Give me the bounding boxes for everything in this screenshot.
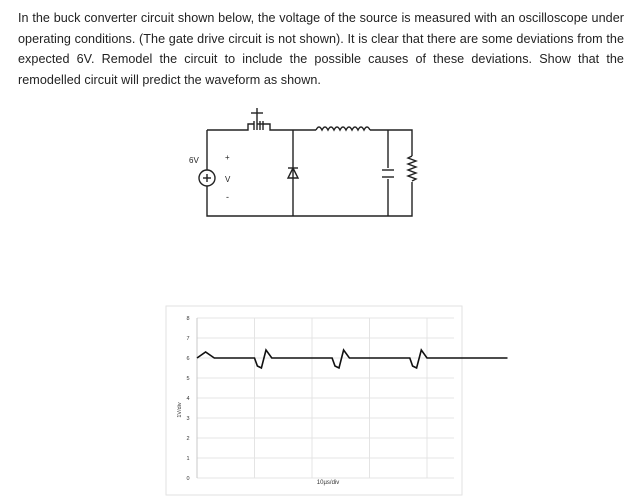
meter-minus-label: - — [226, 192, 229, 202]
source-label: 6V — [189, 156, 199, 165]
y-axis-label: 1V/div — [177, 402, 183, 418]
y-tick-label: 7 — [186, 336, 190, 342]
x-axis-label: 10µs/div — [316, 480, 340, 486]
y-tick-label: 8 — [186, 316, 190, 322]
question-text: In the buck converter circuit shown below, the voltage of the source is measured with an oscilloscope under operating conditions. (The gate drive circuit is not shown). It is clear that there are some deviations from the expected 6V. Remodel the circuit to include the possible causes of these deviations. Show that the remodelled circuit will predict the waveform as shown. — [18, 11, 624, 87]
y-tick-label: 6 — [186, 356, 190, 362]
plot-frame — [166, 306, 462, 495]
y-tick-label: 0 — [186, 476, 190, 482]
meter-plus-label: + — [225, 153, 230, 162]
y-tick-label: 4 — [186, 396, 190, 402]
y-tick-label: 3 — [186, 416, 190, 422]
y-tick-label: 2 — [186, 436, 190, 442]
y-tick-label: 1 — [186, 456, 190, 462]
y-tick-label: 5 — [186, 376, 190, 382]
meter-label: V — [225, 175, 231, 184]
y-tick-labels — [186, 316, 189, 482]
